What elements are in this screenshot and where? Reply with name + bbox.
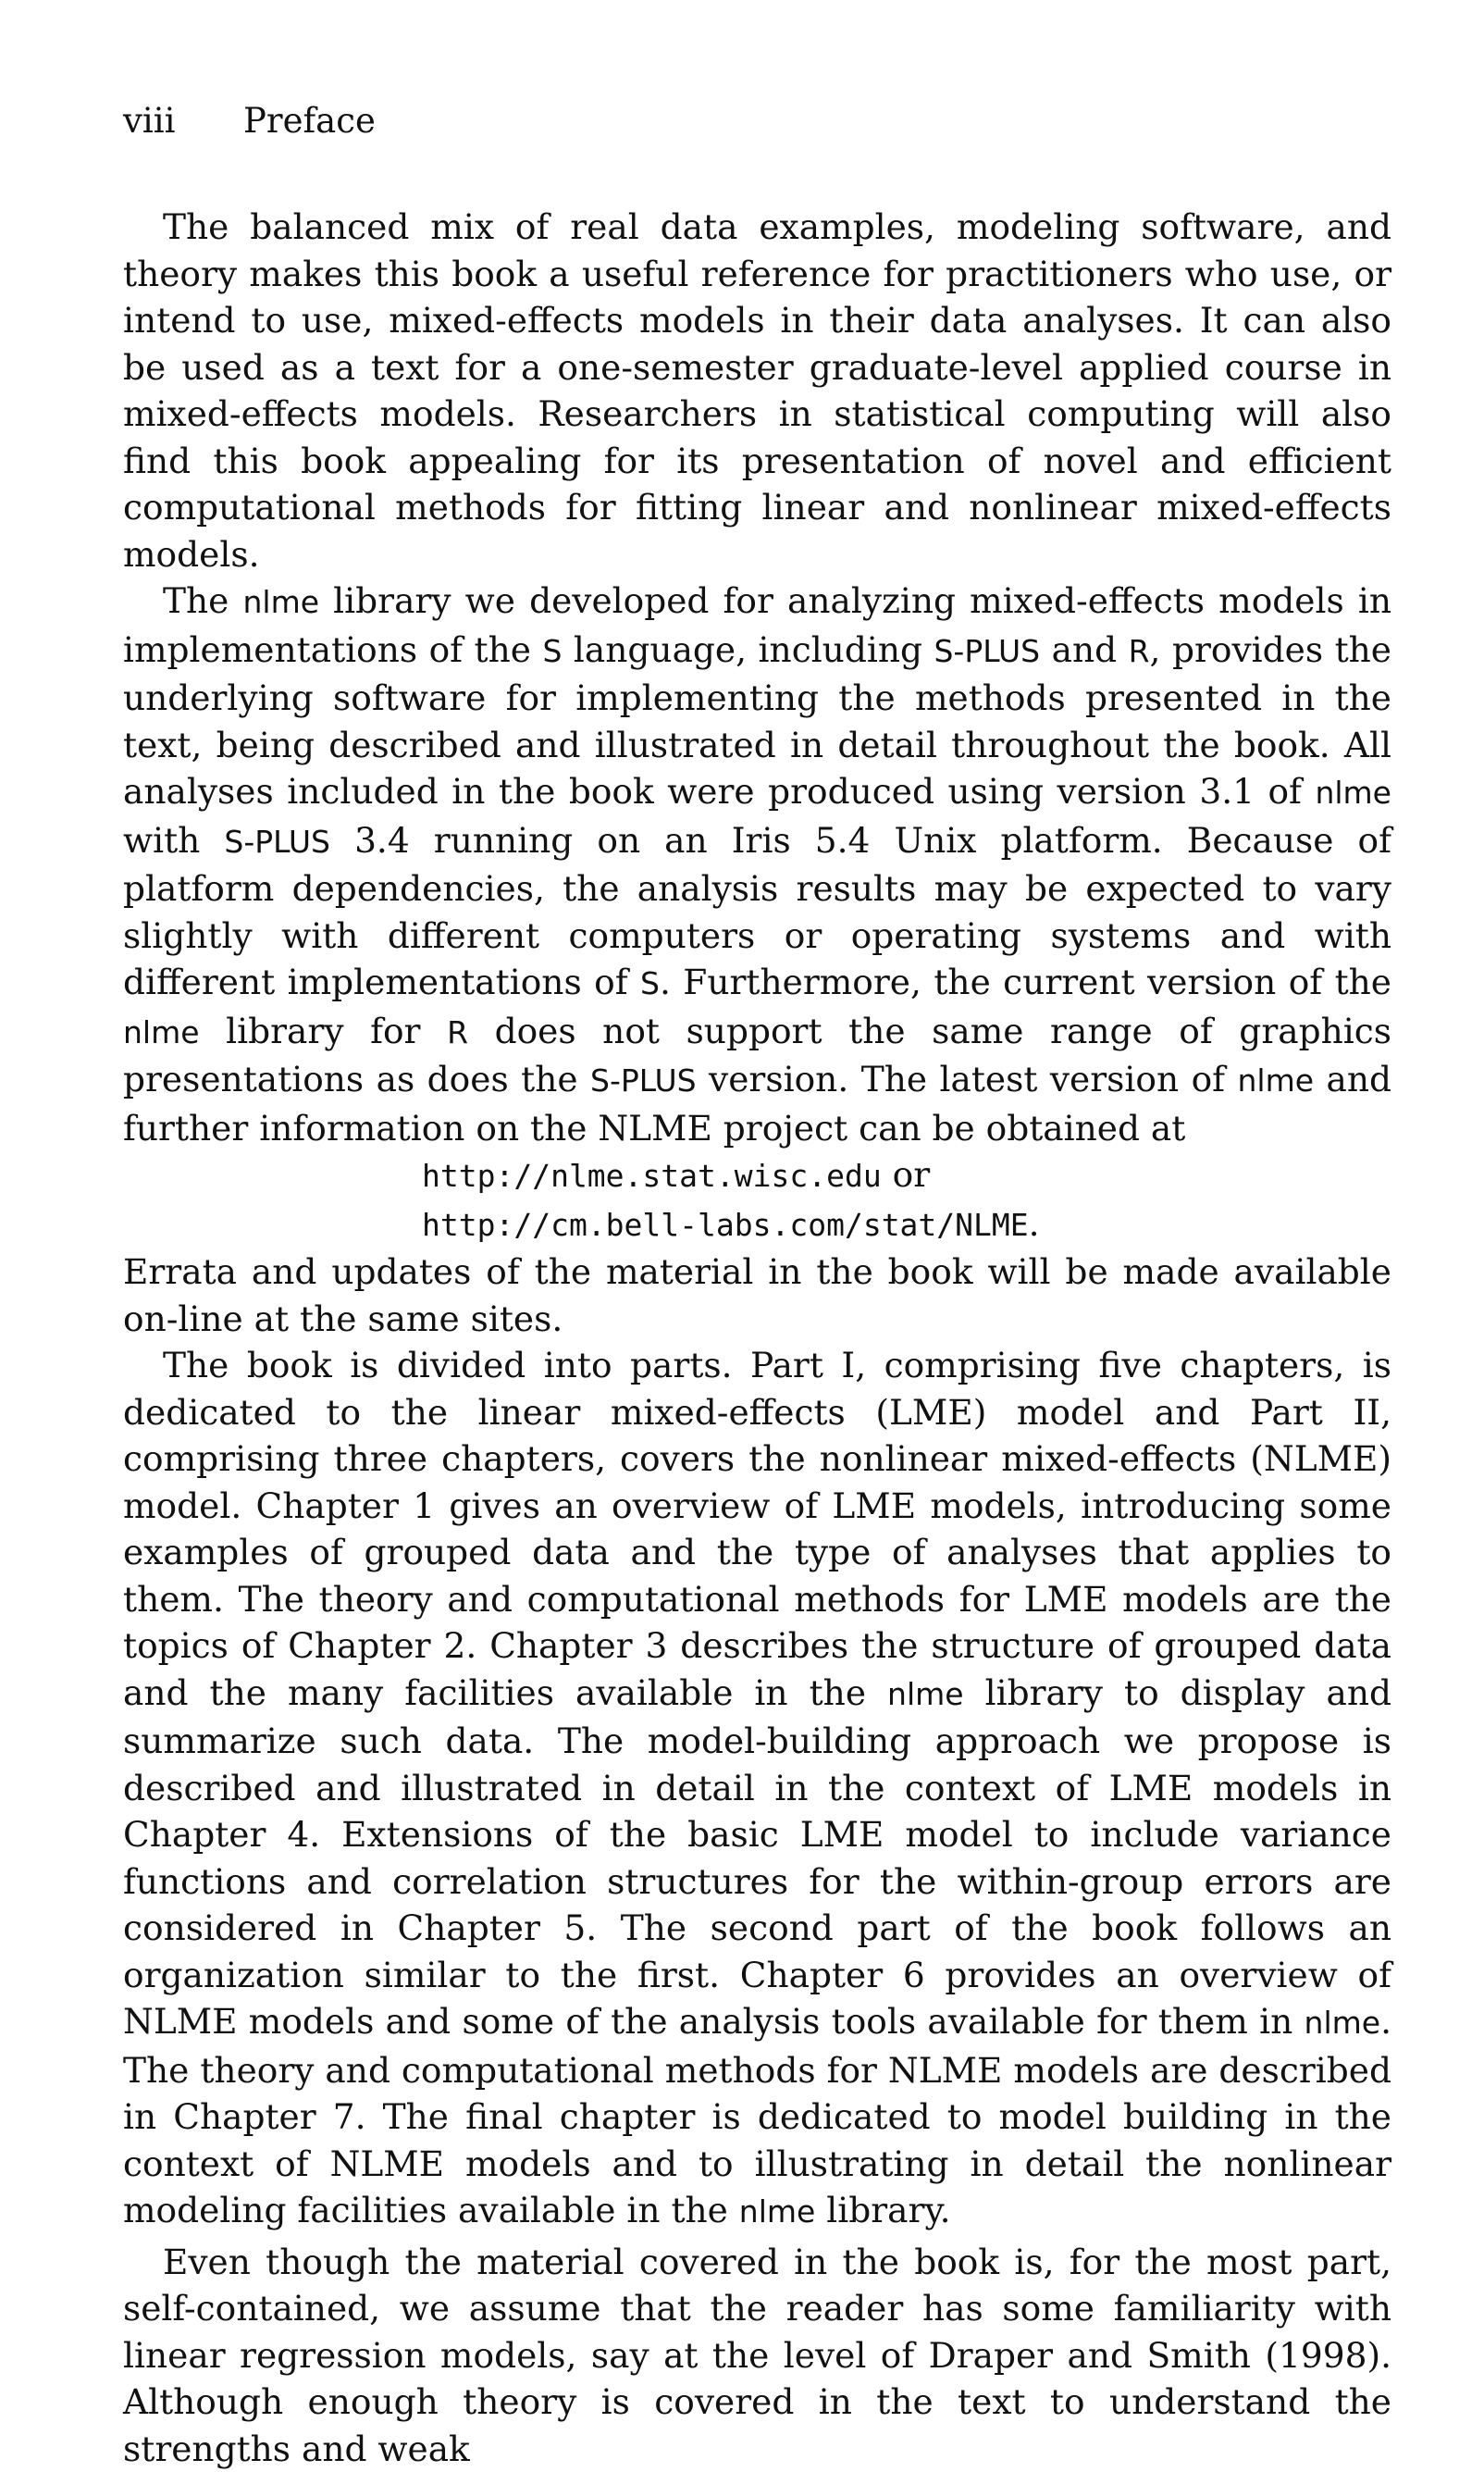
text-run: library.: [815, 2190, 950, 2230]
software-name: R: [1129, 633, 1150, 669]
text-run: library to display and summarize such data. The model-building approach we propose is described and illustrated in detail in the context of LME models in Chapter 4. Extensions of the basic LME model to include variance functions and correlation structures for the within-group errors are considered in Chapter 5. The second part of the book follows an organization similar to the first. Chapter 6 provides an overview of NLME models and some of the analysis tools available for them in: [123, 1672, 1391, 2043]
library-name: nlme: [123, 1014, 200, 1050]
library-name: nlme: [1315, 775, 1391, 811]
page-number: viii: [123, 104, 243, 138]
text-run: with: [123, 820, 224, 861]
paragraph-software: [123, 578, 1391, 1151]
url-link[interactable]: http://nlme.stat.wisc.edu: [422, 1158, 882, 1194]
software-name: S-PLUS: [934, 633, 1040, 669]
library-name: nlme: [1237, 1062, 1314, 1099]
paragraph-text: Even though the material covered in the book is, for the most part, self-contained, we assume that the reader has some familiarity with linear regression models, say at the level of Draper and Smith (1998). Although enough theory is covered in the text to understand the strengths and weak: [123, 2242, 1391, 2469]
paragraph-text: Errata and updates of the material in the book will be made available on-line at the same sites.: [123, 1251, 1391, 1339]
library-name: nlme: [739, 2193, 816, 2230]
paragraph-text: The balanced mix of real data examples, modeling software, and theory makes this book a useful reference for practitioners who use, or intend to use, mixed-effects models in their data analyses. It can also be used as a text for a one-semester graduate-level applied course in mixed-effects models. Researchers in statistical computing will also find this book appealing for its presentation of novel and efficient computational methods for fitting linear and nonlinear mixed-effects models.: [123, 206, 1391, 575]
software-name: R: [447, 1014, 468, 1050]
text-run: . Furthermore, the current version of the: [660, 962, 1391, 1002]
url-line: [422, 1200, 1391, 1249]
url-link[interactable]: http://cm.bell-labs.com/stat/NLME: [422, 1207, 1029, 1243]
paragraph-errata: [123, 1248, 1391, 1342]
language-name: S: [542, 633, 562, 669]
text-run: language, including: [562, 629, 934, 670]
paragraph-intro: [123, 204, 1391, 578]
text-run: , provides the underlying software for implementing the methods presented in the text, being described and illustrated in detail throughout the book. All analyses included in the book were produced using version 3.1 of: [123, 629, 1391, 813]
paragraph-prerequisites: [123, 2239, 1391, 2472]
library-name: nlme: [887, 1676, 964, 1712]
text-run: library for: [200, 1011, 448, 1051]
text-run: . The theory and computational methods for NLME models are described in Chapter 7. The final chapter is dedicated to model building in the context of NLME models and to illustrating in detail the nonlinear modeling facilities available in the: [123, 2001, 1391, 2230]
url-block: [123, 1151, 1391, 1248]
text-run: and further information on the NLME project can be obtained at: [123, 1059, 1391, 1149]
text-run: and: [1040, 629, 1129, 670]
text-run: does not support the same range of graphics presentations as does the: [123, 1011, 1391, 1100]
software-name: S-PLUS: [590, 1062, 697, 1099]
paragraph-organization: [123, 1342, 1391, 2236]
text-run: library we developed for analyzing mixed-effects models in implementations of the: [123, 580, 1391, 670]
running-head: [123, 104, 376, 138]
library-name: nlme: [242, 584, 319, 620]
text-run: version. The latest version of: [697, 1059, 1238, 1099]
url-suffix: .: [1029, 1203, 1040, 1244]
section-title: Preface: [243, 101, 376, 141]
text-run: The: [163, 580, 242, 621]
library-name: nlme: [1305, 2005, 1381, 2041]
url-suffix: or: [882, 1154, 930, 1195]
language-name: S: [640, 965, 660, 1001]
text-run: 3.4 running on an Iris 5.4 Unix platform. Because of platform dependencies, the analysis results may be expected to vary slightly with different computers or operating systems and with different implementations of: [123, 820, 1391, 1003]
software-name: S-PLUS: [224, 824, 330, 860]
url-line: [422, 1151, 1391, 1200]
body-text: [123, 204, 1391, 2472]
text-run: The book is divided into parts. Part I, comprising five chapters, is dedicated to the linear mixed-effects (LME) model and Part II, comprising three chapters, covers the nonlinear mixed-effects (NLME) model. Chapter 1 gives an overview of LME models, introducing some examples of grouped data and the type of analyses that applies to them. The theory and computational methods for LME models are the topics of Chapter 2. Chapter 3 describes the structure of grouped data and the many facilities available in the: [123, 1345, 1391, 1713]
